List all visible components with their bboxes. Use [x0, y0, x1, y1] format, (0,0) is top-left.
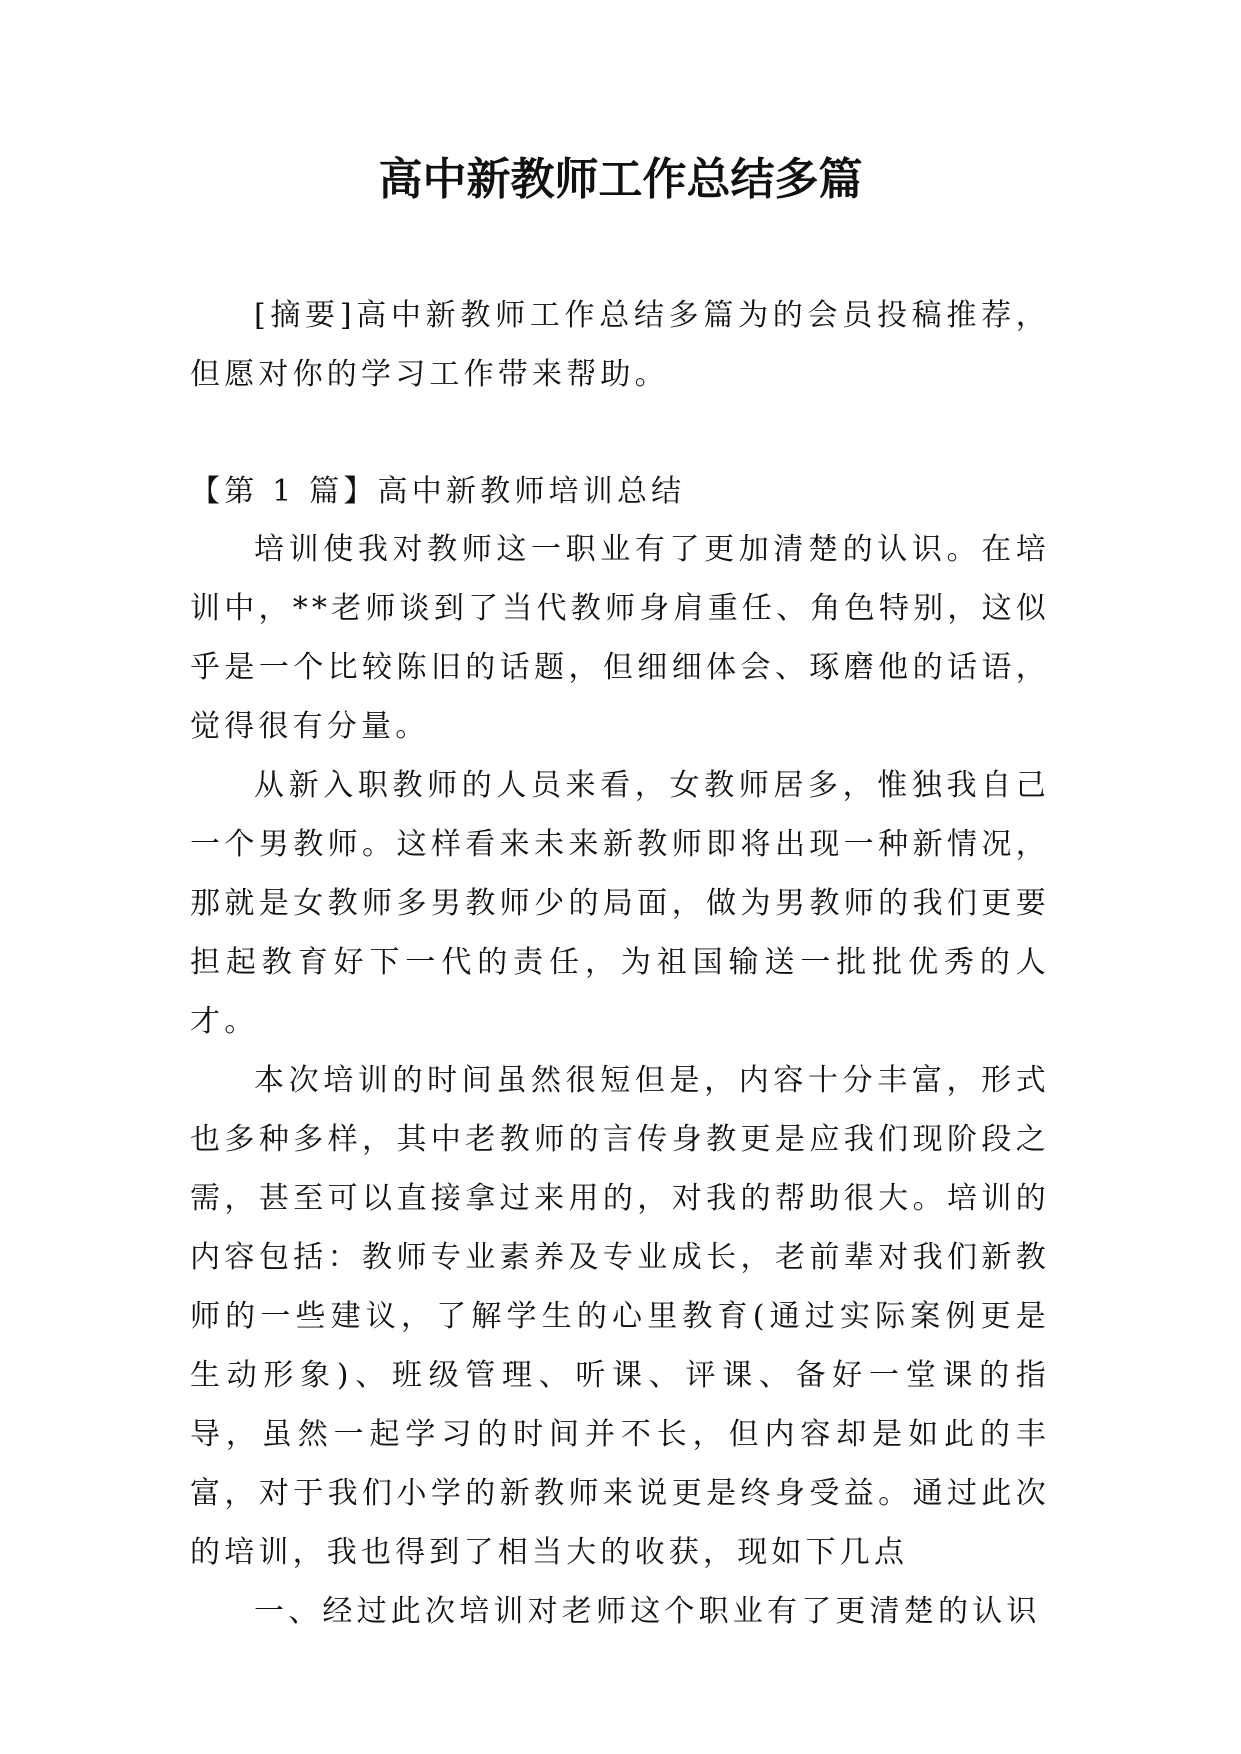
- section-content: [190, 520, 1050, 1641]
- abstract-paragraph: [摘要]高中新教师工作总结多篇为的会员投稿推荐，但愿对你的学习工作带来帮助。: [190, 298, 1050, 392]
- section-heading: 【第 1 篇】高中新教师培训总结: [190, 474, 686, 509]
- paragraph: 从新入职教师的人员来看，女教师居多，惟独我自己一个男教师。这样看来未来新教师即将出现一种新情况，那就是女教师多男教师少的局面，做为男教师的我们更要担起教育好下一代的责任，为祖国输送一批批优秀的人才。: [190, 768, 1050, 1039]
- document-title: 高中新教师工作总结多篇: [378, 154, 863, 205]
- paragraph: 一、经过此次培训对老师这个职业有了更清楚的认识: [254, 1594, 1041, 1629]
- paragraph: 本次培训的时间虽然很短但是，内容十分丰富，形式也多种多样，其中老教师的言传身教更是应我们现阶段之需，甚至可以直接拿过来用的，对我的帮助很大。培训的内容包括：教师专业素养及专业成长，老前辈对我们新教师的一些建议，了解学生的心里教育(通过实际案例更是生动形象)、班级管理、听课、评课、备好一堂课的指导，虽然一起学习的时间并不长，但内容却是如此的丰富，对于我们小学的新教师来说更是终身受益。通过此次的培训，我也得到了相当大的收获，现如下几点: [190, 1063, 1050, 1570]
- paragraph: 培训使我对教师这一职业有了更加清楚的认识。在培训中，**老师谈到了当代教师身肩重任、角色特别，这似乎是一个比较陈旧的话题，但细细体会、琢磨他的话语，觉得很有分量。: [190, 532, 1050, 744]
